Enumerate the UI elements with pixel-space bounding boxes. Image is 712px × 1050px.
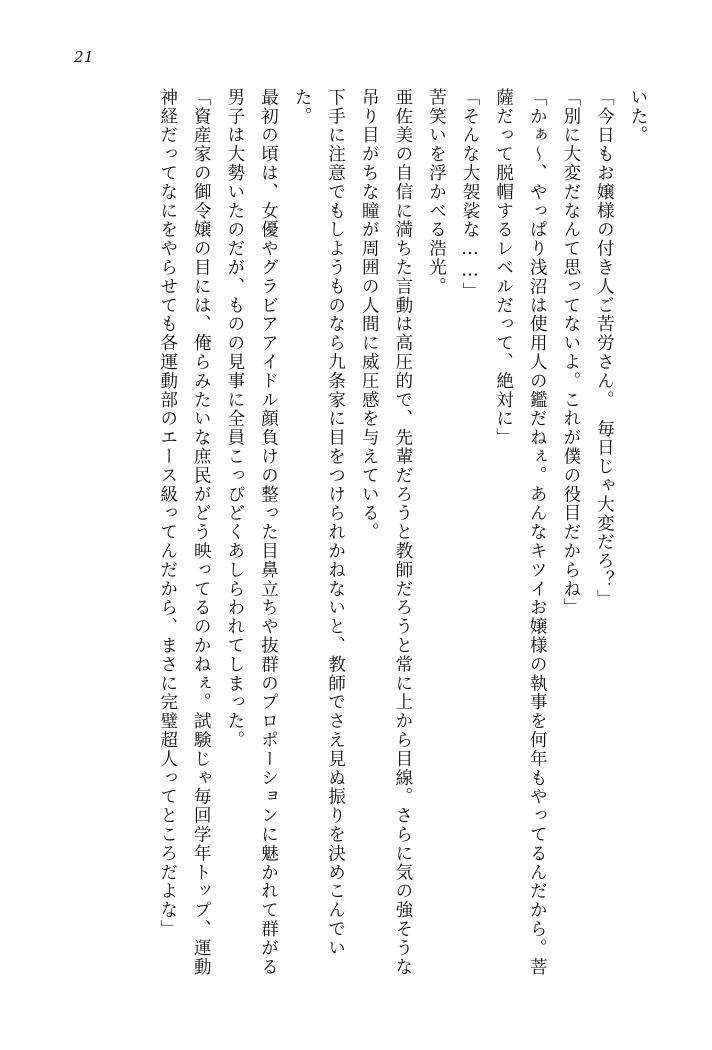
page-number: 21 [74, 48, 95, 66]
paragraph: いた。 [628, 88, 648, 145]
paragraph: 「別に大変だなんて思ってないよ。これが僕の役目だからね」 [560, 88, 581, 618]
paragraph: 「かぁ～、やっぱり浅沼は使用人の鑑だねぇ。あんなキツイお嬢様の執事を何年もやってるんだから。菩薩だって脱帽するレベルだって、絶対に」 [493, 88, 548, 977]
paragraph: 「今日もお嬢様の付き人ご苦労さん。 毎日じゃ大変だろ？」 [594, 88, 615, 609]
paragraph: 最初の頃は、女優やグラビアアイドル顔負けの整った目鼻立ちや抜群のプロポーションに魅かれて群がる男子は大勢いたのだが、ものの見事に全員こっぴどくあしらわれてしまった。 [224, 88, 279, 977]
paragraph: 「資産家の御令嬢の目には、俺らみたいな庶民がどう映ってるのかねぇ。試験じゃ毎回学年トップ、運動神経だってなにをやらせても各運動部のエース級ってんだから、まさに完璧超人ってところだよな」 [157, 88, 212, 977]
paragraph: 苦笑いを浮かべる浩光。 [426, 88, 447, 296]
paragraph: 「そんな大袈裟な……」 [460, 88, 481, 301]
paragraph: 下手に注意でもしようものなら九条家に目をつけられかねないと、教師でさえ見ぬ振りを決めこんでいた。 [292, 88, 346, 958]
paragraph: 亜佐美の自信に満ちた言動は高圧的で、先輩だろうと教師だろうと常に上から目線。さらに気の強そうな吊り目がちな瞳が周囲の人間に威圧感を与えている。 [359, 88, 413, 977]
vertical-text-body [54, 88, 654, 978]
